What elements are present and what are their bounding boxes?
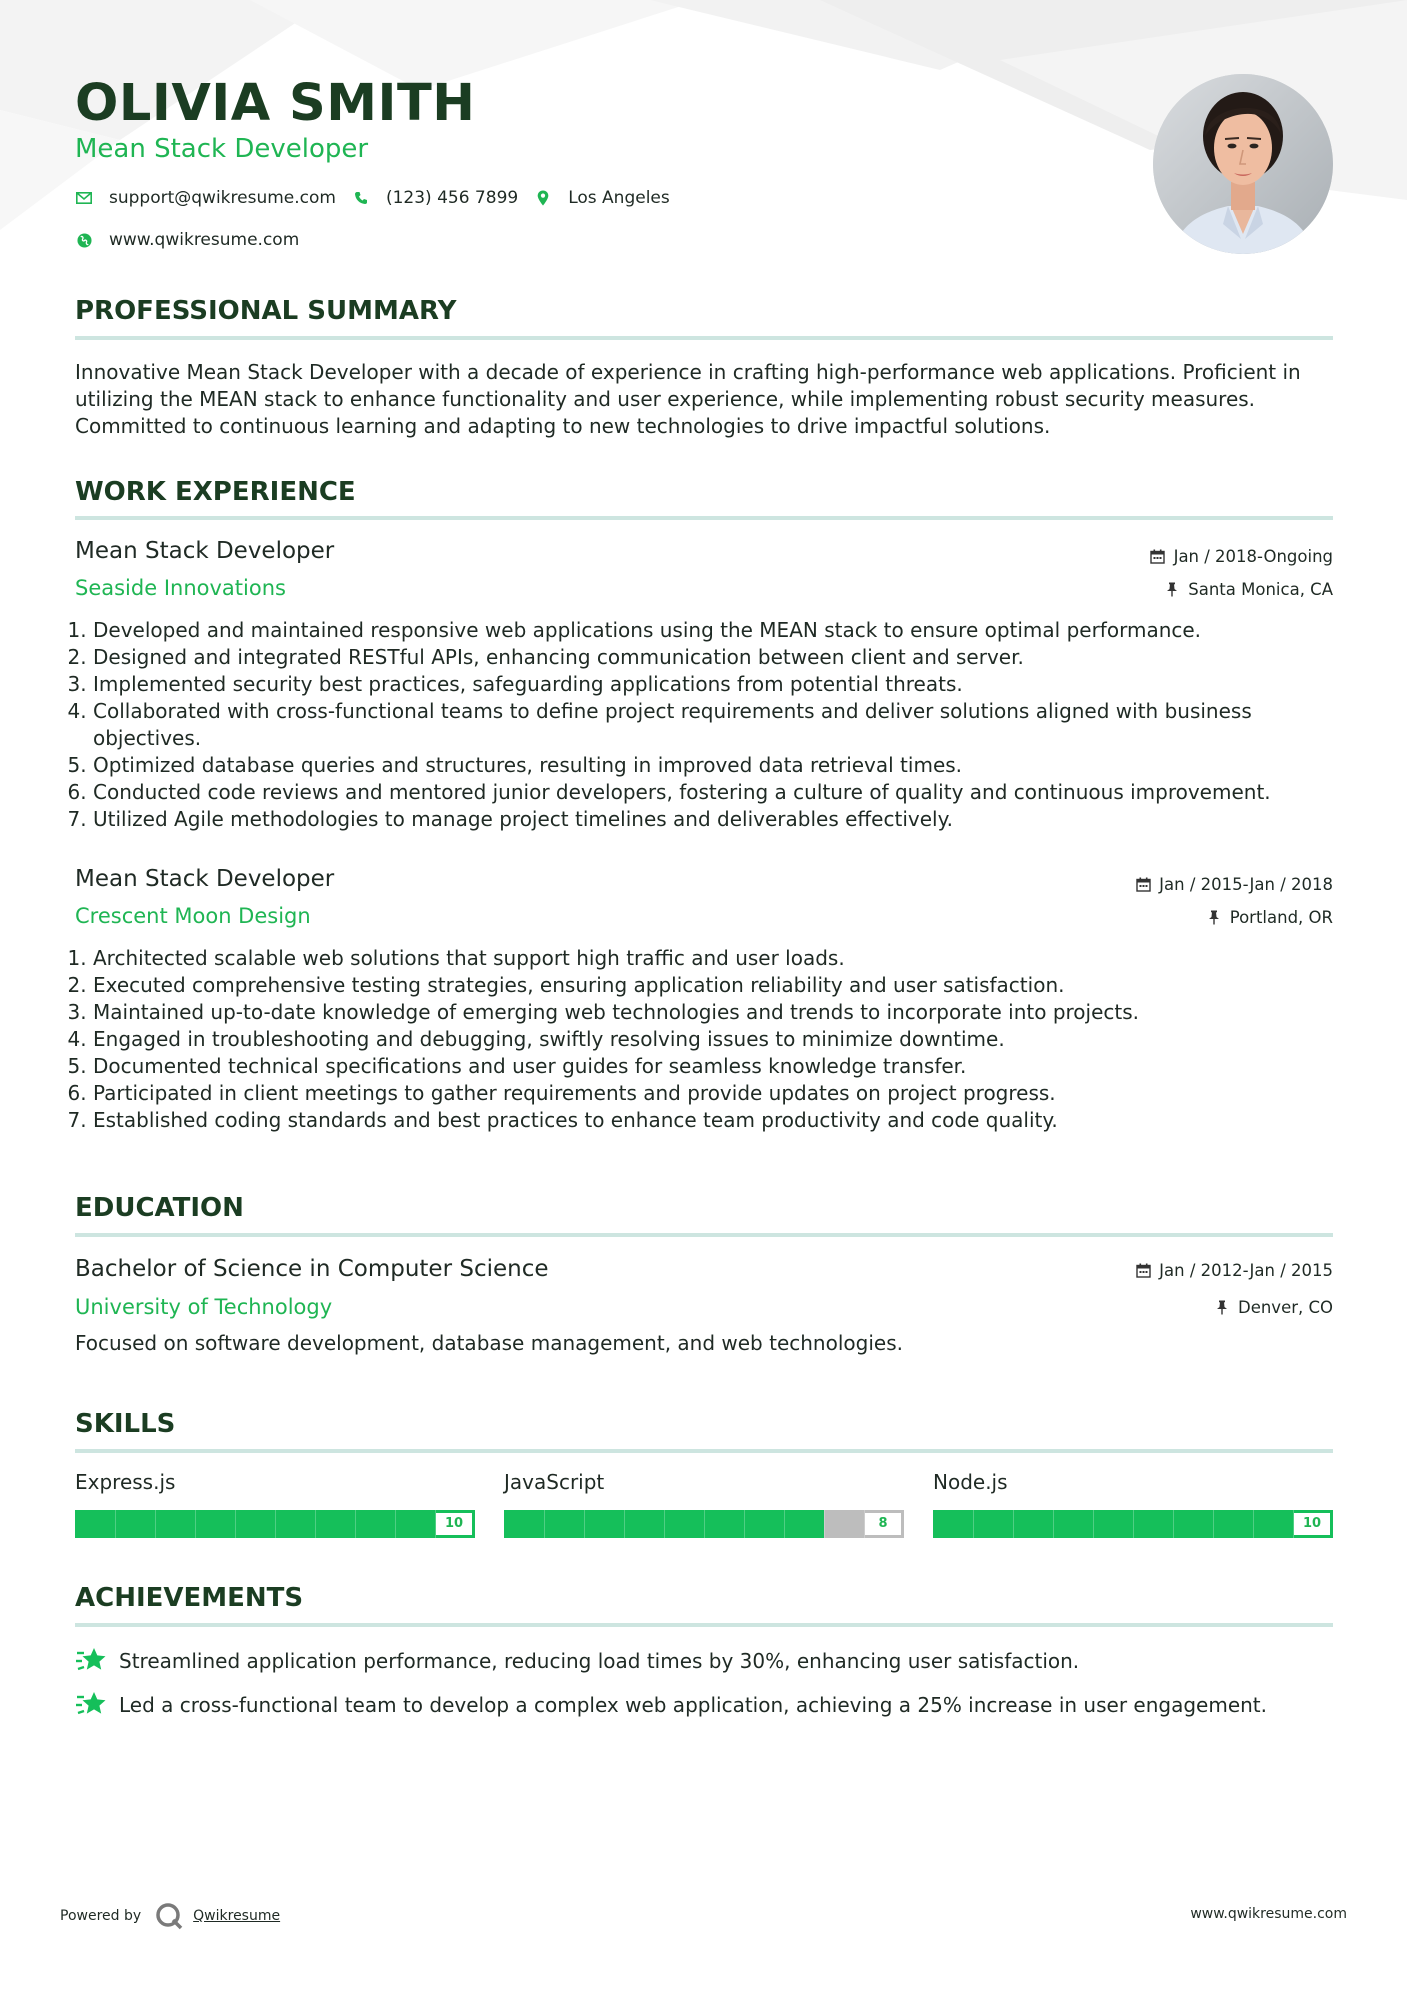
list-item: 7. Established coding standards and best practices to enhance team productivity and code quality.	[93, 1107, 1351, 1134]
job-title: Mean Stack Developer	[75, 866, 335, 892]
skill-name: Express.js	[75, 1470, 176, 1494]
pushpin-icon	[1206, 910, 1222, 926]
list-item: 6. Conducted code reviews and mentored junior developers, fostering a culture of quality and continuous improvement.	[93, 779, 1351, 806]
skill-bar-segment	[1093, 1510, 1094, 1538]
list-item: 1. Developed and maintained responsive web applications using the MEAN stack to ensure optimal performance.	[93, 617, 1351, 644]
skill-bar	[504, 1510, 904, 1538]
education-description: Focused on software development, database management, and web technologies.	[75, 1331, 903, 1355]
list-item: 2. Designed and integrated RESTful APIs, enhancing communication between client and server.	[93, 644, 1351, 671]
map-pin-icon	[534, 189, 552, 207]
job-location	[1164, 580, 1333, 599]
skill-score: 10	[1294, 1513, 1330, 1535]
email-link[interactable]: support@qwikresume.com	[109, 188, 336, 208]
calendar-icon	[1135, 877, 1151, 893]
skill-score: 10	[436, 1513, 472, 1535]
education-location-text: Denver, CO	[1237, 1298, 1333, 1317]
skill-bar-segment	[1013, 1510, 1014, 1538]
skill-bar-segment	[824, 1510, 825, 1538]
achievement-text: Led a cross-functional team to develop a complex web application, achieving a 25% increase in user engagement.	[119, 1693, 1267, 1717]
job-dates	[1135, 875, 1333, 894]
skill-bar-segment	[275, 1510, 276, 1538]
brand-link[interactable]: Qwikresume	[193, 1908, 281, 1924]
job-dates-text: Jan / 2018-Ongoing	[1173, 547, 1333, 566]
job-bullet-list	[75, 617, 1351, 833]
skill-bar-segment	[973, 1510, 974, 1538]
skill-bar-segment	[115, 1510, 116, 1538]
section-title-achievements: ACHIEVEMENTS	[75, 1583, 304, 1613]
footer-url[interactable]: www.qwikresume.com	[1190, 1906, 1347, 1922]
list-item: 6. Participated in client meetings to gather requirements and provide updates on project progress.	[93, 1080, 1351, 1107]
job-dates	[1150, 547, 1333, 566]
skill-bar-segment	[704, 1510, 705, 1538]
education-dates	[1135, 1261, 1333, 1280]
skill-bar-segment	[1133, 1510, 1134, 1538]
skill-bar-segment	[544, 1510, 545, 1538]
skill-bar-segment	[1253, 1510, 1254, 1538]
list-item: 3. Maintained up-to-date knowledge of emerging web technologies and trends to incorporate into projects.	[93, 999, 1351, 1026]
skill-bar-segment	[1213, 1510, 1214, 1538]
powered-by-label: Powered by	[60, 1908, 142, 1924]
job-bullet-list	[75, 945, 1351, 1134]
skill-bar	[933, 1510, 1333, 1538]
achievement-text: Streamlined application performance, reducing load times by 30%, enhancing user satisfaction.	[119, 1649, 1080, 1673]
skill-bar-segment	[315, 1510, 316, 1538]
section-title-summary: PROFESSIONAL SUMMARY	[75, 296, 457, 326]
skill-bar-segment	[784, 1510, 785, 1538]
section-divider	[75, 1623, 1333, 1627]
candidate-role: Mean Stack Developer	[75, 134, 369, 164]
website-row	[75, 230, 299, 250]
skill-bar-segment	[1173, 1510, 1174, 1538]
profile-photo	[1153, 74, 1333, 254]
list-item: 5. Documented technical specifications and user guides for seamless knowledge transfer.	[93, 1053, 1351, 1080]
school-name: University of Technology	[75, 1295, 333, 1319]
phone-number[interactable]: (123) 456 7899	[385, 188, 519, 208]
list-item: 7. Utilized Agile methodologies to manage project timelines and deliverables effectively.	[93, 806, 1351, 833]
website-link[interactable]: www.qwikresume.com	[109, 230, 300, 250]
skill-bar-segment	[235, 1510, 236, 1538]
list-item: 3. Implemented security best practices, safeguarding applications from potential threats.	[93, 671, 1351, 698]
list-item: 5. Optimized database queries and structures, resulting in improved data retrieval times.	[93, 752, 1351, 779]
section-divider	[75, 1233, 1333, 1237]
calendar-icon	[1135, 1263, 1151, 1279]
phone-icon	[352, 189, 370, 207]
skill-bar-segment	[664, 1510, 665, 1538]
job-location	[1206, 908, 1333, 927]
skill-score: 8	[865, 1513, 901, 1535]
job-dates-text: Jan / 2015-Jan / 2018	[1159, 875, 1333, 894]
footer-powered-by	[60, 1902, 280, 1930]
skill-bar-segment	[155, 1510, 156, 1538]
star-award-icon	[75, 1645, 109, 1677]
degree-title: Bachelor of Science in Computer Science	[75, 1256, 549, 1282]
section-title-education: EDUCATION	[75, 1193, 244, 1223]
achievement-item	[75, 1689, 1267, 1721]
skill-name: JavaScript	[504, 1470, 605, 1494]
achievement-item	[75, 1645, 1079, 1677]
skill-bar-segment	[1053, 1510, 1054, 1538]
job-title: Mean Stack Developer	[75, 538, 335, 564]
section-divider	[75, 1449, 1333, 1453]
globe-icon	[75, 231, 93, 249]
skill-item	[504, 1470, 904, 1531]
list-item: 2. Executed comprehensive testing strategies, ensuring application reliability and user satisfaction.	[93, 972, 1351, 999]
list-item: 4. Collaborated with cross-functional teams to define project requirements and deliver solutions aligned with business objectives.	[93, 698, 1351, 752]
section-title-skills: SKILLS	[75, 1409, 176, 1439]
star-award-icon	[75, 1689, 109, 1721]
skill-bar-segment	[195, 1510, 196, 1538]
pushpin-icon	[1164, 582, 1180, 598]
job-location-text: Portland, OR	[1229, 908, 1333, 927]
skill-item	[75, 1470, 475, 1531]
pushpin-icon	[1214, 1300, 1230, 1316]
skill-bar	[75, 1510, 475, 1538]
section-divider	[75, 516, 1333, 520]
contact-row	[75, 188, 670, 208]
skill-name: Node.js	[933, 1470, 1008, 1494]
education-dates-text: Jan / 2012-Jan / 2015	[1159, 1261, 1333, 1280]
candidate-name: OLIVIA SMITH	[75, 74, 476, 133]
skill-item	[933, 1470, 1333, 1531]
company-name: Crescent Moon Design	[75, 904, 311, 928]
company-name: Seaside Innovations	[75, 576, 286, 600]
location-text: Los Angeles	[568, 188, 670, 208]
list-item: 4. Engaged in troubleshooting and debugging, swiftly resolving issues to minimize downtime.	[93, 1026, 1351, 1053]
skill-bar-segment	[584, 1510, 585, 1538]
section-divider	[75, 336, 1333, 340]
job-location-text: Santa Monica, CA	[1188, 580, 1333, 599]
summary-text: Innovative Mean Stack Developer with a decade of experience in crafting high-performance web applications. Proficient in utilizing the MEAN stack to enhance functionality and user experience, while implementing robust security measures. Committed to continuous learning and adapting to new technologies to drive impactful solutions.	[75, 360, 1301, 438]
skill-bar-segment	[624, 1510, 625, 1538]
skill-bar-segment	[395, 1510, 396, 1538]
envelope-icon	[75, 189, 93, 207]
education-location	[1214, 1298, 1333, 1317]
section-title-experience: WORK EXPERIENCE	[75, 477, 356, 507]
qwikresume-logo-icon	[155, 1902, 183, 1930]
calendar-icon	[1150, 549, 1166, 565]
skill-bar-segment	[355, 1510, 356, 1538]
skill-bar-segment	[744, 1510, 745, 1538]
list-item: 1. Architected scalable web solutions that support high traffic and user loads.	[93, 945, 1351, 972]
